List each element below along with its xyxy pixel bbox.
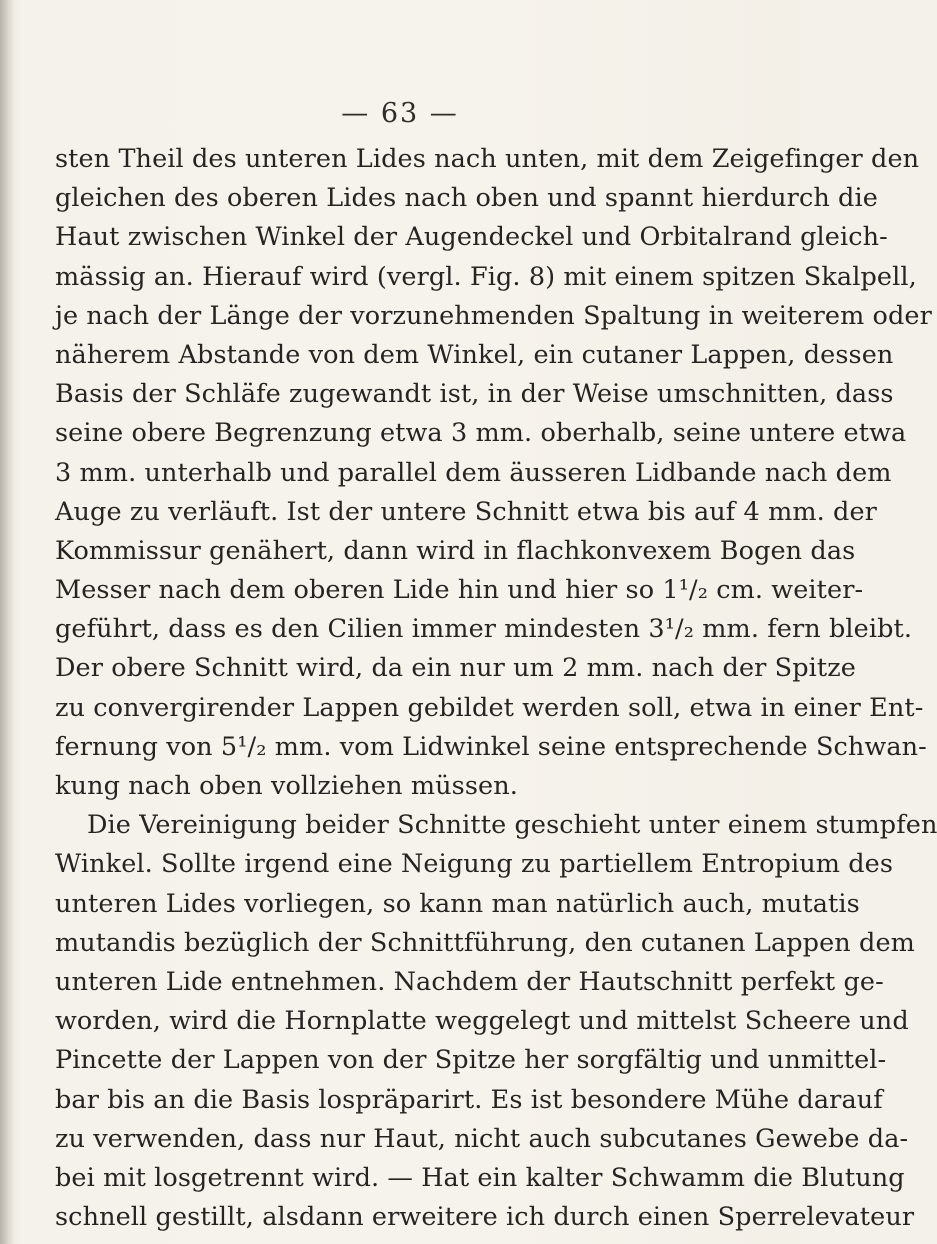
paragraph-2 bbox=[55, 806, 937, 1237]
text-line: mutandis bezüglich der Schnittführung, den cutanen Lappen dem bbox=[55, 927, 915, 958]
text-line: zu convergirender Lappen gebildet werden soll, etwa in einer Ent- bbox=[55, 692, 924, 723]
text-line: Kommissur genähert, dann wird in flachkonvexem Bogen das bbox=[55, 535, 856, 566]
page-gutter-shadow bbox=[0, 0, 14, 1244]
text-line: Der obere Schnitt wird, da ein nur um 2 mm. nach der Spitze bbox=[55, 653, 856, 684]
text-line: Die Vereinigung beider Schnitte geschieht unter einem stumpfen bbox=[87, 810, 937, 841]
text-line: näherem Abstande von dem Winkel, ein cutaner Lappen, dessen bbox=[55, 339, 894, 370]
text-line: Messer nach dem oberen Lide hin und hier so 1¹/₂ cm. weiter- bbox=[55, 575, 864, 606]
text-line: mässig an. Hierauf wird (vergl. Fig. 8) mit einem spitzen Skalpell, bbox=[55, 261, 917, 292]
text-line: gleichen des oberen Lides nach oben und spannt hierdurch die bbox=[55, 183, 878, 214]
text-line: unteren Lide entnehmen. Nachdem der Hautschnitt perfekt ge- bbox=[55, 966, 884, 997]
text-line: Pincette der Lappen von der Spitze her sorgfältig und unmittel- bbox=[55, 1045, 887, 1076]
text-line: Auge zu verläuft. Ist der untere Schnitt etwa bis auf 4 mm. der bbox=[55, 496, 877, 527]
text-line: geführt, dass es den Cilien immer mindesten 3¹/₂ mm. fern bleibt. bbox=[55, 614, 913, 645]
text-line: schnell gestillt, alsdann erweitere ich durch einen Sperrelevateur bbox=[55, 1202, 915, 1233]
text-line: zu verwenden, dass nur Haut, nicht auch subcutanes Gewebe da- bbox=[55, 1123, 909, 1154]
body-text bbox=[55, 140, 937, 1237]
text-line: kung nach oben vollziehen müssen. bbox=[55, 771, 518, 801]
page-number: — 63 — bbox=[341, 98, 459, 129]
text-line: bar bis an die Basis lospräparirt. Es ist besondere Mühe darauf bbox=[55, 1084, 883, 1115]
text-line: Haut zwischen Winkel der Augendeckel und Orbitalrand gleich- bbox=[55, 222, 888, 253]
text-line: fernung von 5¹/₂ mm. vom Lidwinkel seine entsprechende Schwan- bbox=[55, 731, 927, 762]
text-line: je nach der Länge der vorzunehmenden Spaltung in weiterem oder bbox=[55, 300, 932, 331]
text-line: worden, wird die Hornplatte weggelegt und mittelst Scheere und bbox=[55, 1006, 909, 1037]
text-line: Basis der Schläfe zugewandt ist, in der Weise umschnitten, dass bbox=[55, 379, 894, 410]
text-line: sten Theil des unteren Lides nach unten, mit dem Zeigefinger den bbox=[55, 144, 920, 174]
text-line: seine obere Begrenzung etwa 3 mm. oberhalb, seine untere etwa bbox=[55, 418, 907, 449]
paragraph-1 bbox=[55, 140, 932, 806]
text-line: bei mit losgetrennt wird. — Hat ein kalter Schwamm die Blutung bbox=[55, 1162, 905, 1193]
text-line: Winkel. Sollte irgend eine Neigung zu partiellem Entropium des bbox=[55, 849, 894, 880]
text-line: 3 mm. unterhalb und parallel dem äusseren Lidbande nach dem bbox=[55, 457, 892, 488]
text-line: unteren Lides vorliegen, so kann man natürlich auch, mutatis bbox=[55, 888, 860, 919]
